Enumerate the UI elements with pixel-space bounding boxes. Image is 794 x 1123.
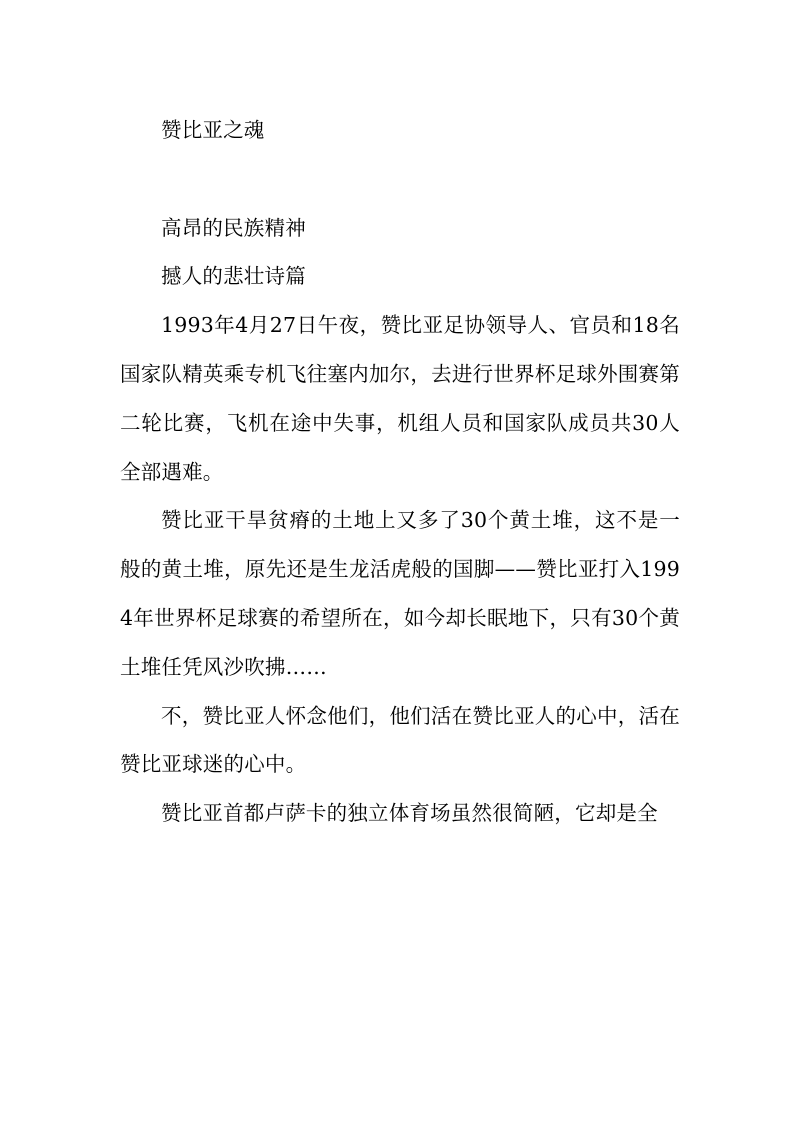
paragraph-3: 不，赞比亚人怀念他们，他们活在赞比亚人的心中，活在赞比亚球迷的心中。: [120, 703, 680, 777]
document-body: [120, 106, 680, 838]
paragraph-1: 1993年4月27日午夜，赞比亚足协领导人、官员和18名国家队精英乘专机飞往塞内加尔，去进行世界杯足球外围赛第二轮比赛，飞机在途中失事，机组人员和国家队成员共30人全部遇难。: [120, 313, 680, 484]
document-subtitle-2: 撼人的悲壮诗篇: [161, 264, 306, 289]
document-subtitle-1: 高昂的民族精神: [161, 215, 306, 240]
paragraph-4: 赞比亚首都卢萨卡的独立体育场虽然很简陋，它却是全: [161, 801, 658, 826]
blank-line: [120, 155, 680, 204]
document-title: 赞比亚之魂: [161, 118, 265, 142]
paragraph-2: 赞比亚干旱贫瘠的土地上又多了30个黄土堆，这不是一般的黄土堆，原先还是生龙活虎般的国脚——赞比亚打入1994年世界杯足球赛的希望所在，如今却长眠地下，只有30个黄土堆任凭风沙吹拂……: [120, 508, 680, 679]
